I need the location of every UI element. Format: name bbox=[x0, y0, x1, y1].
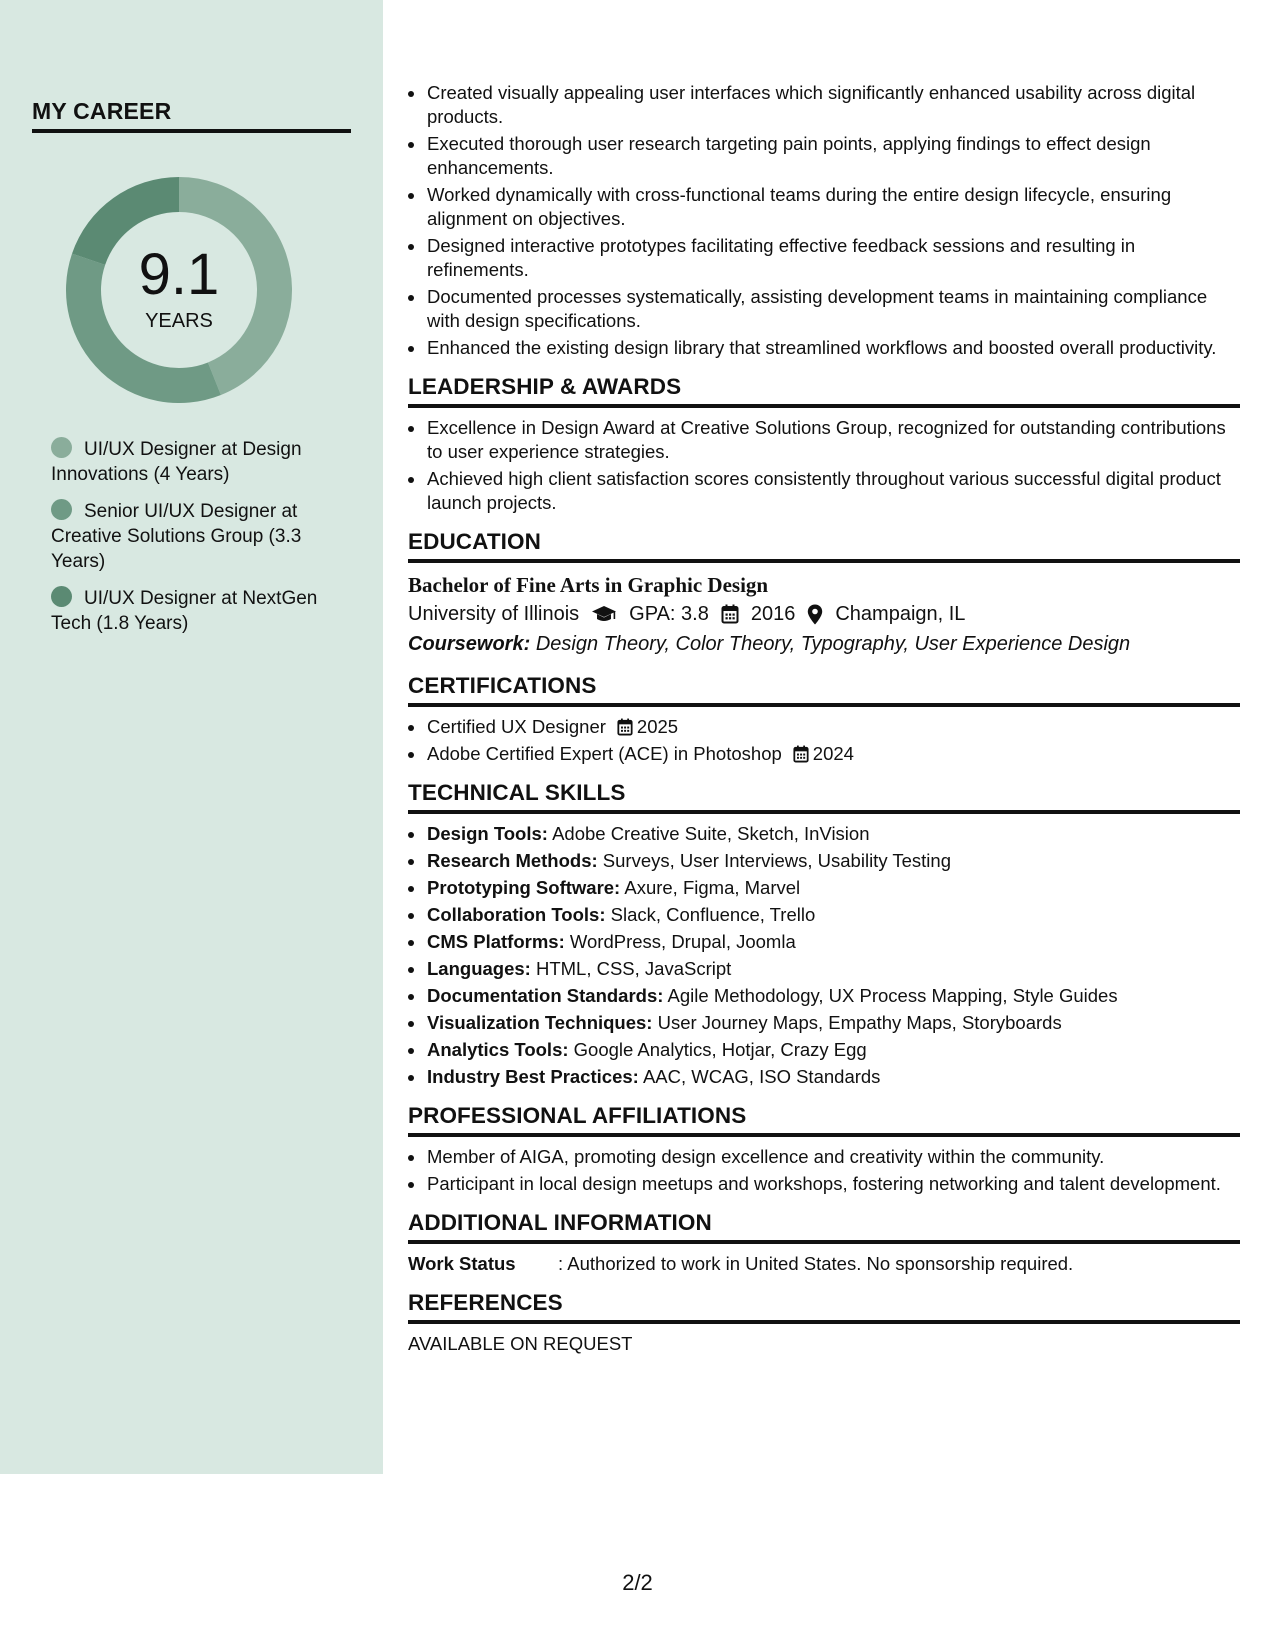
list-item: Designed interactive prototypes facilitating effective feedback sessions and resulting in refinements. bbox=[408, 234, 1240, 282]
education-year: 2016 bbox=[750, 603, 796, 625]
skill-label: Design Tools: bbox=[427, 823, 548, 844]
skill-label: Research Methods: bbox=[427, 850, 598, 871]
list-item: Excellence in Design Award at Creative Solutions Group, recognized for outstanding contributions to user experience strategies. bbox=[408, 416, 1240, 464]
education-gpa: GPA: 3.8 bbox=[629, 603, 709, 625]
list-item bbox=[408, 957, 1240, 981]
skill-value: Agile Methodology, UX Process Mapping, Style Guides bbox=[667, 985, 1118, 1006]
education-details bbox=[408, 599, 1240, 629]
skill-value: Google Analytics, Hotjar, Crazy Egg bbox=[573, 1039, 867, 1060]
skill-value: User Journey Maps, Empathy Maps, Storyboards bbox=[657, 1012, 1062, 1033]
skill-value: Adobe Creative Suite, Sketch, InVision bbox=[552, 823, 870, 844]
legend-item bbox=[51, 437, 321, 487]
references-text: AVAILABLE ON REQUEST bbox=[408, 1333, 633, 1354]
map-pin-icon bbox=[807, 604, 823, 625]
certification-name: Adobe Certified Expert (ACE) in Photoshop bbox=[427, 743, 782, 764]
affiliations-list bbox=[408, 1145, 1240, 1196]
list-item bbox=[408, 1065, 1240, 1089]
section-title-affiliations: PROFESSIONAL AFFILIATIONS bbox=[408, 1102, 1240, 1137]
list-item bbox=[408, 876, 1240, 900]
list-item: Member of AIGA, promoting design excellence and creativity within the community. bbox=[408, 1145, 1240, 1169]
list-item bbox=[408, 984, 1240, 1008]
list-item bbox=[408, 742, 1240, 766]
list-item bbox=[408, 1038, 1240, 1062]
coursework-label: Coursework: bbox=[408, 633, 531, 655]
skill-label: Visualization Techniques: bbox=[427, 1012, 653, 1033]
main-column bbox=[408, 81, 1240, 1356]
calendar-icon bbox=[721, 604, 739, 624]
certification-name: Certified UX Designer bbox=[427, 716, 606, 737]
graduation-cap-icon bbox=[591, 604, 617, 624]
list-item bbox=[408, 715, 1240, 739]
work-status-label: Work Status bbox=[408, 1253, 516, 1274]
skill-label: Analytics Tools: bbox=[427, 1039, 569, 1060]
experience-bullets bbox=[408, 81, 1240, 360]
list-item bbox=[408, 822, 1240, 846]
page-number: 2/2 bbox=[622, 1570, 653, 1595]
skill-value: Axure, Figma, Marvel bbox=[624, 877, 801, 898]
legend-label: Senior UI/UX Designer at Creative Solutions Group (3.3 Years) bbox=[51, 501, 302, 572]
work-status-row bbox=[408, 1252, 1240, 1276]
section-title-education: EDUCATION bbox=[408, 528, 1240, 563]
education-location: Champaign, IL bbox=[835, 603, 966, 625]
skills-list bbox=[408, 822, 1240, 1089]
certifications-list bbox=[408, 715, 1240, 766]
list-item: Executed thorough user research targeting pain points, applying findings to effect design enhancements. bbox=[408, 132, 1240, 180]
legend-dot bbox=[51, 437, 72, 458]
education-degree: Bachelor of Fine Arts in Graphic Design bbox=[408, 573, 769, 597]
section-title-skills: TECHNICAL SKILLS bbox=[408, 779, 1240, 814]
list-item bbox=[408, 930, 1240, 954]
skill-label: Prototyping Software: bbox=[427, 877, 621, 898]
total-years-unit: YEARS bbox=[145, 310, 213, 332]
legend-label: UI/UX Designer at Design Innovations (4 Years) bbox=[51, 439, 302, 485]
list-item: Participant in local design meetups and workshops, fostering networking and talent development. bbox=[408, 1172, 1240, 1196]
list-item: Enhanced the existing design library that streamlined workflows and boosted overall productivity. bbox=[408, 336, 1240, 360]
skill-value: HTML, CSS, JavaScript bbox=[535, 958, 732, 979]
education-coursework bbox=[408, 629, 1240, 659]
legend-item bbox=[51, 586, 321, 636]
list-item bbox=[408, 1011, 1240, 1035]
section-title-certifications: CERTIFICATIONS bbox=[408, 672, 1240, 707]
career-legend bbox=[51, 437, 321, 648]
legend-dot bbox=[51, 499, 72, 520]
career-donut-chart bbox=[66, 177, 292, 403]
section-title-leadership: LEADERSHIP & AWARDS bbox=[408, 373, 1240, 408]
skill-label: Industry Best Practices: bbox=[427, 1066, 639, 1087]
list-item: Created visually appealing user interfaces which significantly enhanced usability across digital products. bbox=[408, 81, 1240, 129]
list-item bbox=[408, 903, 1240, 927]
skill-label: CMS Platforms: bbox=[427, 931, 565, 952]
leadership-list bbox=[408, 416, 1240, 515]
skill-label: Languages: bbox=[427, 958, 531, 979]
sidebar-title: MY CAREER bbox=[32, 98, 351, 133]
list-item: Achieved high client satisfaction scores consistently throughout various successful digital product launch projects. bbox=[408, 467, 1240, 515]
skill-value: Slack, Confluence, Trello bbox=[610, 904, 816, 925]
total-years-value: 9.1 bbox=[138, 242, 220, 307]
legend-label: UI/UX Designer at NextGen Tech (1.8 Years) bbox=[51, 588, 318, 634]
calendar-icon bbox=[617, 718, 633, 736]
coursework-value: Design Theory, Color Theory, Typography, User Experience Design bbox=[535, 633, 1131, 655]
career-sidebar bbox=[0, 0, 383, 1474]
skill-value: AAC, WCAG, ISO Standards bbox=[642, 1066, 881, 1087]
section-title-additional: ADDITIONAL INFORMATION bbox=[408, 1209, 1240, 1244]
list-item bbox=[408, 849, 1240, 873]
list-item: Worked dynamically with cross-functional teams during the entire design lifecycle, ensuring alignment on objectives. bbox=[408, 183, 1240, 231]
legend-item bbox=[51, 499, 321, 574]
skill-value: Surveys, User Interviews, Usability Testing bbox=[602, 850, 951, 871]
certification-year: 2025 bbox=[636, 716, 679, 737]
work-status-value: : Authorized to work in United States. No sponsorship required. bbox=[558, 1253, 1074, 1274]
legend-dot bbox=[51, 586, 72, 607]
section-title-references: REFERENCES bbox=[408, 1289, 1240, 1324]
skill-label: Documentation Standards: bbox=[427, 985, 664, 1006]
certification-year: 2024 bbox=[812, 743, 854, 764]
education-school: University of Illinois bbox=[408, 603, 580, 625]
list-item: Documented processes systematically, assisting development teams in maintaining compliance with design specifications. bbox=[408, 285, 1240, 333]
calendar-icon bbox=[793, 745, 809, 763]
skill-value: WordPress, Drupal, Joomla bbox=[569, 931, 796, 952]
skill-label: Collaboration Tools: bbox=[427, 904, 606, 925]
